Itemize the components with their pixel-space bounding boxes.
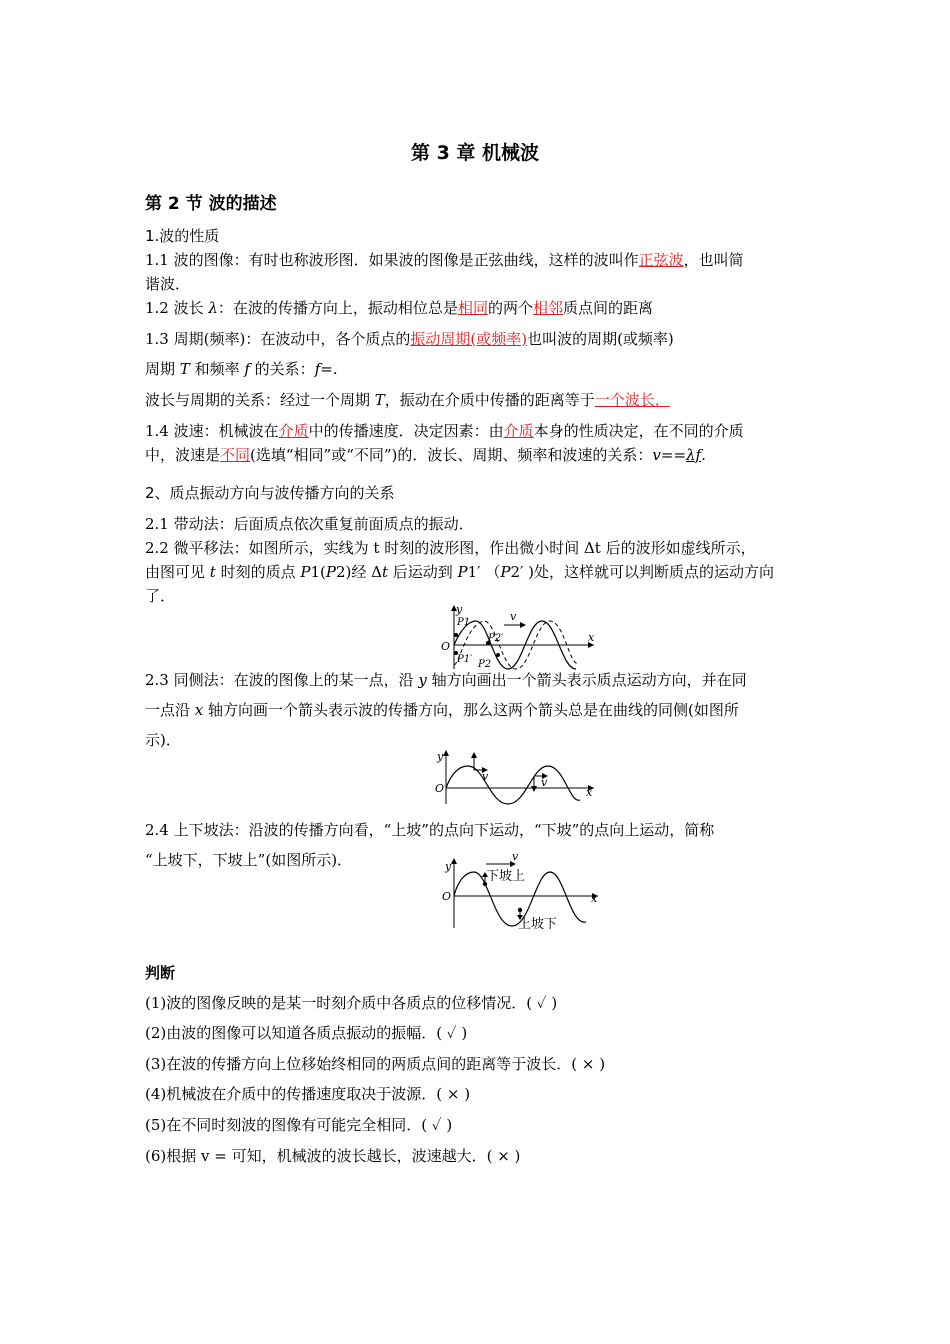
heading-direction-relation: 2、质点振动方向与波传播方向的关系 bbox=[145, 484, 395, 502]
x-label: x bbox=[591, 892, 598, 905]
label-p1-prime: P1′ bbox=[457, 654, 473, 665]
figure-micro-translation bbox=[438, 603, 598, 671]
paragraph-2-4: 2.4 上下坡法：沿波的传播方向看，“上坡”的点向下运动，“下坡”的点向上运动，简称 “上坡下，下坡上”(如图所示)． bbox=[145, 821, 715, 869]
answer-medium-2: 介质 bbox=[503, 422, 534, 440]
paragraph-wavelength-period: 波长与周期的关系：经过一个周期 T，振动在介质中传播的距离等于一个波长． bbox=[145, 391, 670, 409]
answer-different: 不同 bbox=[220, 446, 251, 464]
x-label: x bbox=[588, 631, 595, 644]
y-label: y bbox=[437, 750, 444, 763]
paragraph-period-frequency: 周期 T 和频率 f 的关系：f=. bbox=[145, 360, 338, 378]
paragraph-2-3: 2.3 同侧法：在波的图像上的某一点，沿 y 轴方向画出一个箭头表示质点运动方向，并在同 一点沿 x 轴方向画一个箭头表示波的传播方向，那么这两个箭头总是在曲线的同侧(如图所 示)． bbox=[145, 671, 747, 749]
judge-title: 判断 bbox=[145, 964, 176, 982]
point-p2 bbox=[496, 653, 500, 657]
origin-label: O bbox=[442, 890, 452, 903]
answer-adjacent: 相邻 bbox=[532, 299, 563, 317]
paragraph-1-2: 1.2 波长 λ：在波的传播方向上，振动相位总是相同的两个相邻质点间的距离 bbox=[145, 299, 653, 317]
v-label-1: v bbox=[482, 770, 489, 783]
point-p1 bbox=[454, 633, 458, 637]
label-uphill-down: 上坡下 bbox=[518, 917, 558, 932]
answer-period: 振动周期(或频率) bbox=[410, 330, 528, 348]
label-p2: P2 bbox=[478, 659, 492, 670]
paragraph-1-3: 1.3 周期(频率)：在波动中，各个质点的振动周期(或频率)也叫波的周期(或频率) bbox=[145, 330, 674, 348]
paragraph-2-1: 2.1 带动法：后面质点依次重复前面质点的振动． bbox=[145, 515, 474, 533]
judge-item-2: (2)由波的图像可以知道各质点振动的振幅．( ✓ ) bbox=[145, 1024, 468, 1042]
answer-medium-1: 介质 bbox=[278, 422, 309, 440]
x-label: x bbox=[586, 786, 593, 799]
figure-uphill-downhill bbox=[440, 850, 602, 932]
section-title: 第 2 节 波的描述 bbox=[145, 194, 277, 214]
v-label: v bbox=[510, 610, 517, 623]
paragraph-2-2: 2.2 微平移法：如图所示，实线为 t 时刻的波形图，作出微小时间 Δt 后的波形如虚线所示， 由图可见 t 时刻的质点 P1(P2)经 Δt 后运动到 P1′ （P2′ )处，这样就可以判断质点的运动方向 了． bbox=[145, 539, 775, 605]
label-p2-prime: P2′ bbox=[488, 633, 504, 644]
v-label: v bbox=[512, 850, 519, 863]
judge-item-3: (3)在波的传播方向上位移始终相同的两质点间的距离等于波长．( × ) bbox=[145, 1055, 606, 1073]
judge-item-6: (6)根据 v = 可知，机械波的波长越长，波速越大．( × ) bbox=[145, 1147, 521, 1165]
judge-item-1: (1)波的图像反映的是某一时刻介质中各质点的位移情况．( ✓ ) bbox=[145, 994, 558, 1012]
judge-item-4: (4)机械波在介质中的传播速度取决于波源．( × ) bbox=[145, 1085, 471, 1103]
paragraph-1-4: 1.4 波速：机械波在介质中的传播速度．决定因素：由介质本身的性质决定，在不同的介质 中，波速是不同(选填“相同”或“不同”)的．波长、周期、频率和波速的关系：v==λf. bbox=[145, 422, 744, 464]
figure-same-side bbox=[434, 748, 600, 806]
answer-sine-wave: 正弦波 bbox=[638, 251, 684, 269]
judge-item-5: (5)在不同时刻波的图像有可能完全相同．( ✓ ) bbox=[145, 1116, 453, 1134]
answer-one-wavelength: 一个波长 bbox=[594, 391, 655, 409]
origin-label: O bbox=[435, 782, 445, 795]
label-p1: P1 bbox=[457, 617, 471, 628]
wave bbox=[446, 766, 580, 804]
y-label: y bbox=[456, 603, 463, 616]
paragraph-1-1: 1.1 波的图像：有时也称波形图．如果波的图像是正弦曲线，这样的波叫作正弦波，也叫简 谐波． bbox=[145, 251, 744, 293]
y-label: y bbox=[445, 860, 452, 873]
chapter-title: 第 3 章 机械波 bbox=[410, 142, 540, 164]
label-downhill-up: 下坡上 bbox=[486, 869, 526, 884]
heading-wave-properties: 1.波的性质 bbox=[145, 227, 220, 245]
answer-same: 相同 bbox=[457, 299, 488, 317]
origin-label: O bbox=[441, 640, 451, 653]
v-label-2: v bbox=[541, 776, 548, 789]
